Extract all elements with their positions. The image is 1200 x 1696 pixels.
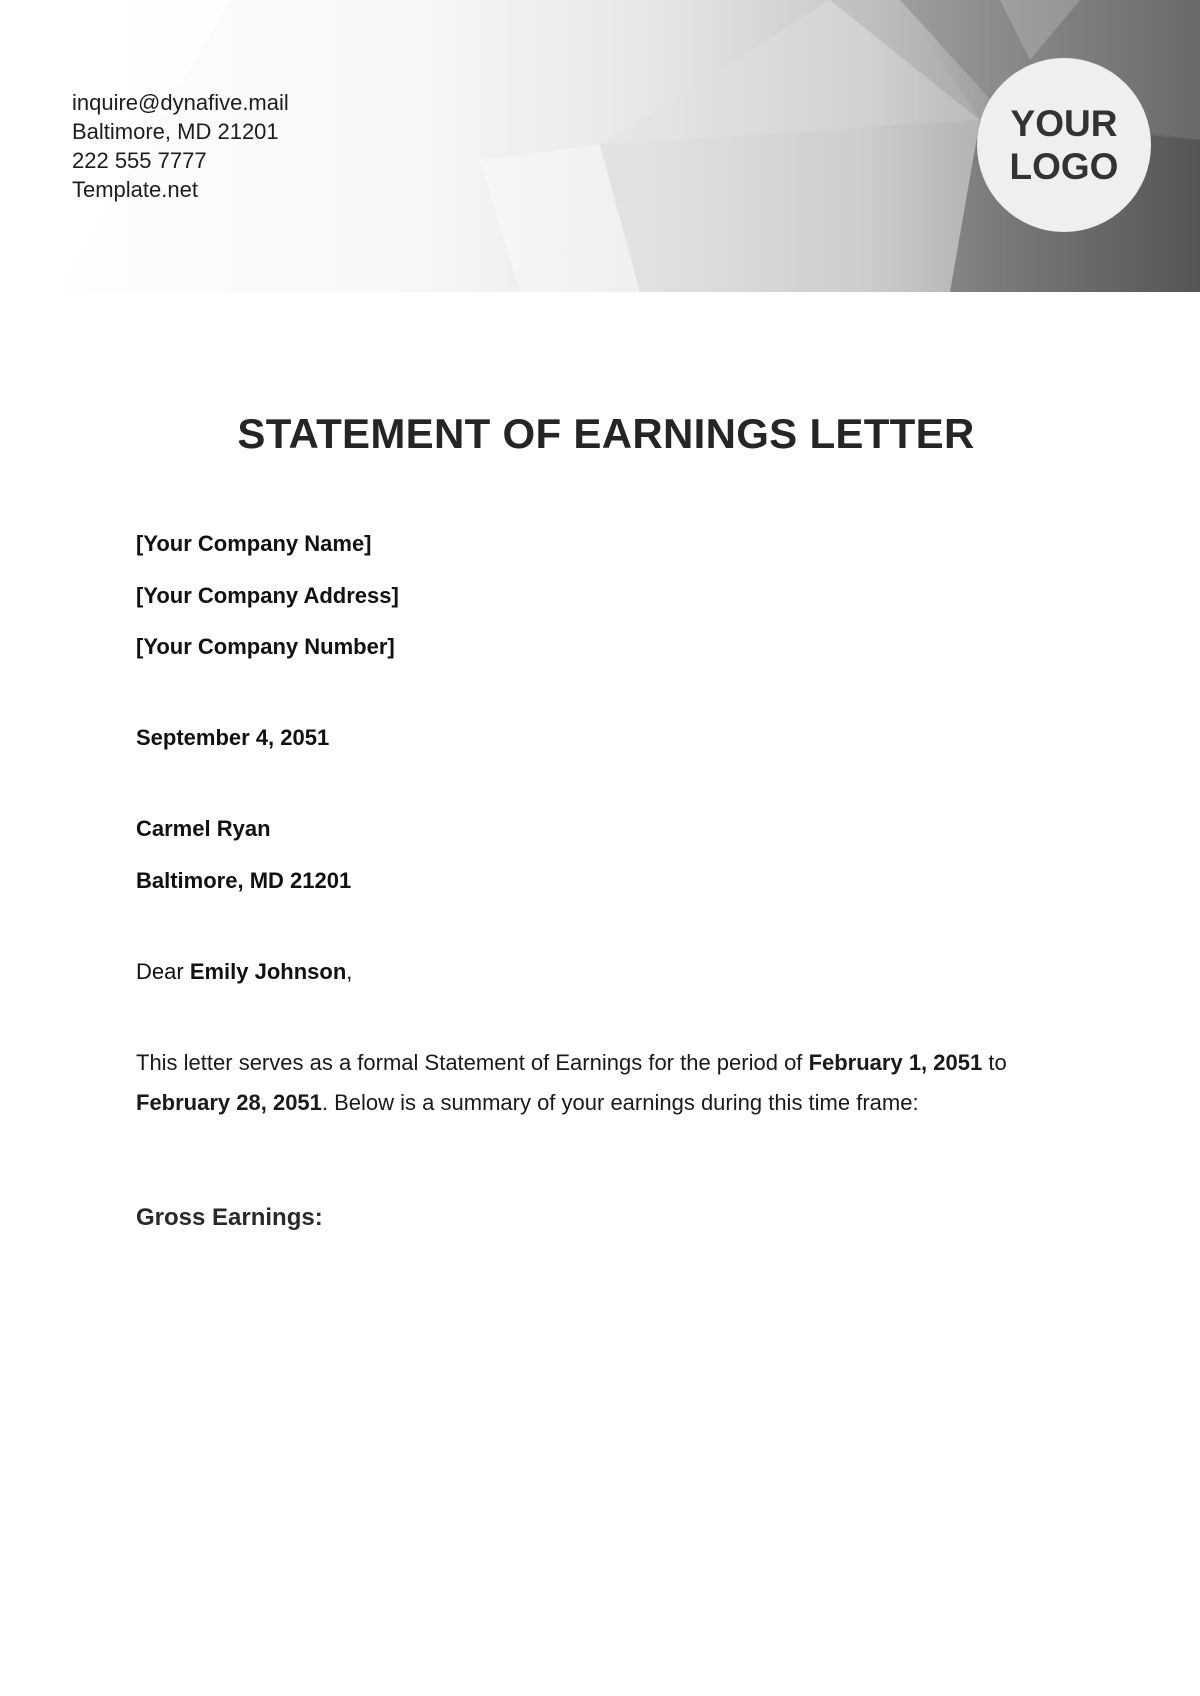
letterhead-banner [0, 0, 1200, 292]
sender-company-name: [Your Company Name] [136, 531, 372, 556]
recipient-name: Carmel Ryan [136, 816, 271, 841]
salutation-prefix: Dear [136, 959, 184, 984]
sender-company-address: [Your Company Address] [136, 583, 399, 608]
contact-website: Template.net [72, 177, 198, 202]
body-text-3: . Below is a summary of your earnings during this time frame: [321, 1090, 919, 1115]
logo-text-line2: LOGO [1009, 146, 1119, 187]
salutation-name: Emily Johnson [189, 959, 347, 984]
salutation [136, 959, 352, 985]
body-text-1: This letter serves as a formal Statement of Earnings for the period of [136, 1050, 803, 1075]
sender-company-number: [Your Company Number] [136, 634, 395, 659]
recipient-address: Baltimore, MD 21201 [136, 868, 352, 893]
letter-date: September 4, 2051 [136, 725, 330, 750]
document-title: STATEMENT OF EARNINGS LETTER [237, 410, 975, 457]
period-start-date: February 1, 2051 [808, 1050, 983, 1075]
period-end-date: February 28, 2051 [136, 1090, 322, 1115]
body-text-2: to [988, 1050, 1007, 1075]
body-paragraph [136, 1043, 1086, 1123]
contact-phone: 222 555 7777 [72, 148, 207, 173]
salutation-suffix: , [346, 959, 353, 984]
sender-contact-block [72, 88, 289, 204]
gross-earnings-heading: Gross Earnings: [136, 1204, 323, 1231]
logo-placeholder [977, 58, 1151, 232]
logo-text-line1: YOUR [1010, 103, 1118, 144]
contact-address: Baltimore, MD 21201 [72, 119, 279, 144]
contact-email: inquire@dynafive.mail [72, 90, 289, 115]
